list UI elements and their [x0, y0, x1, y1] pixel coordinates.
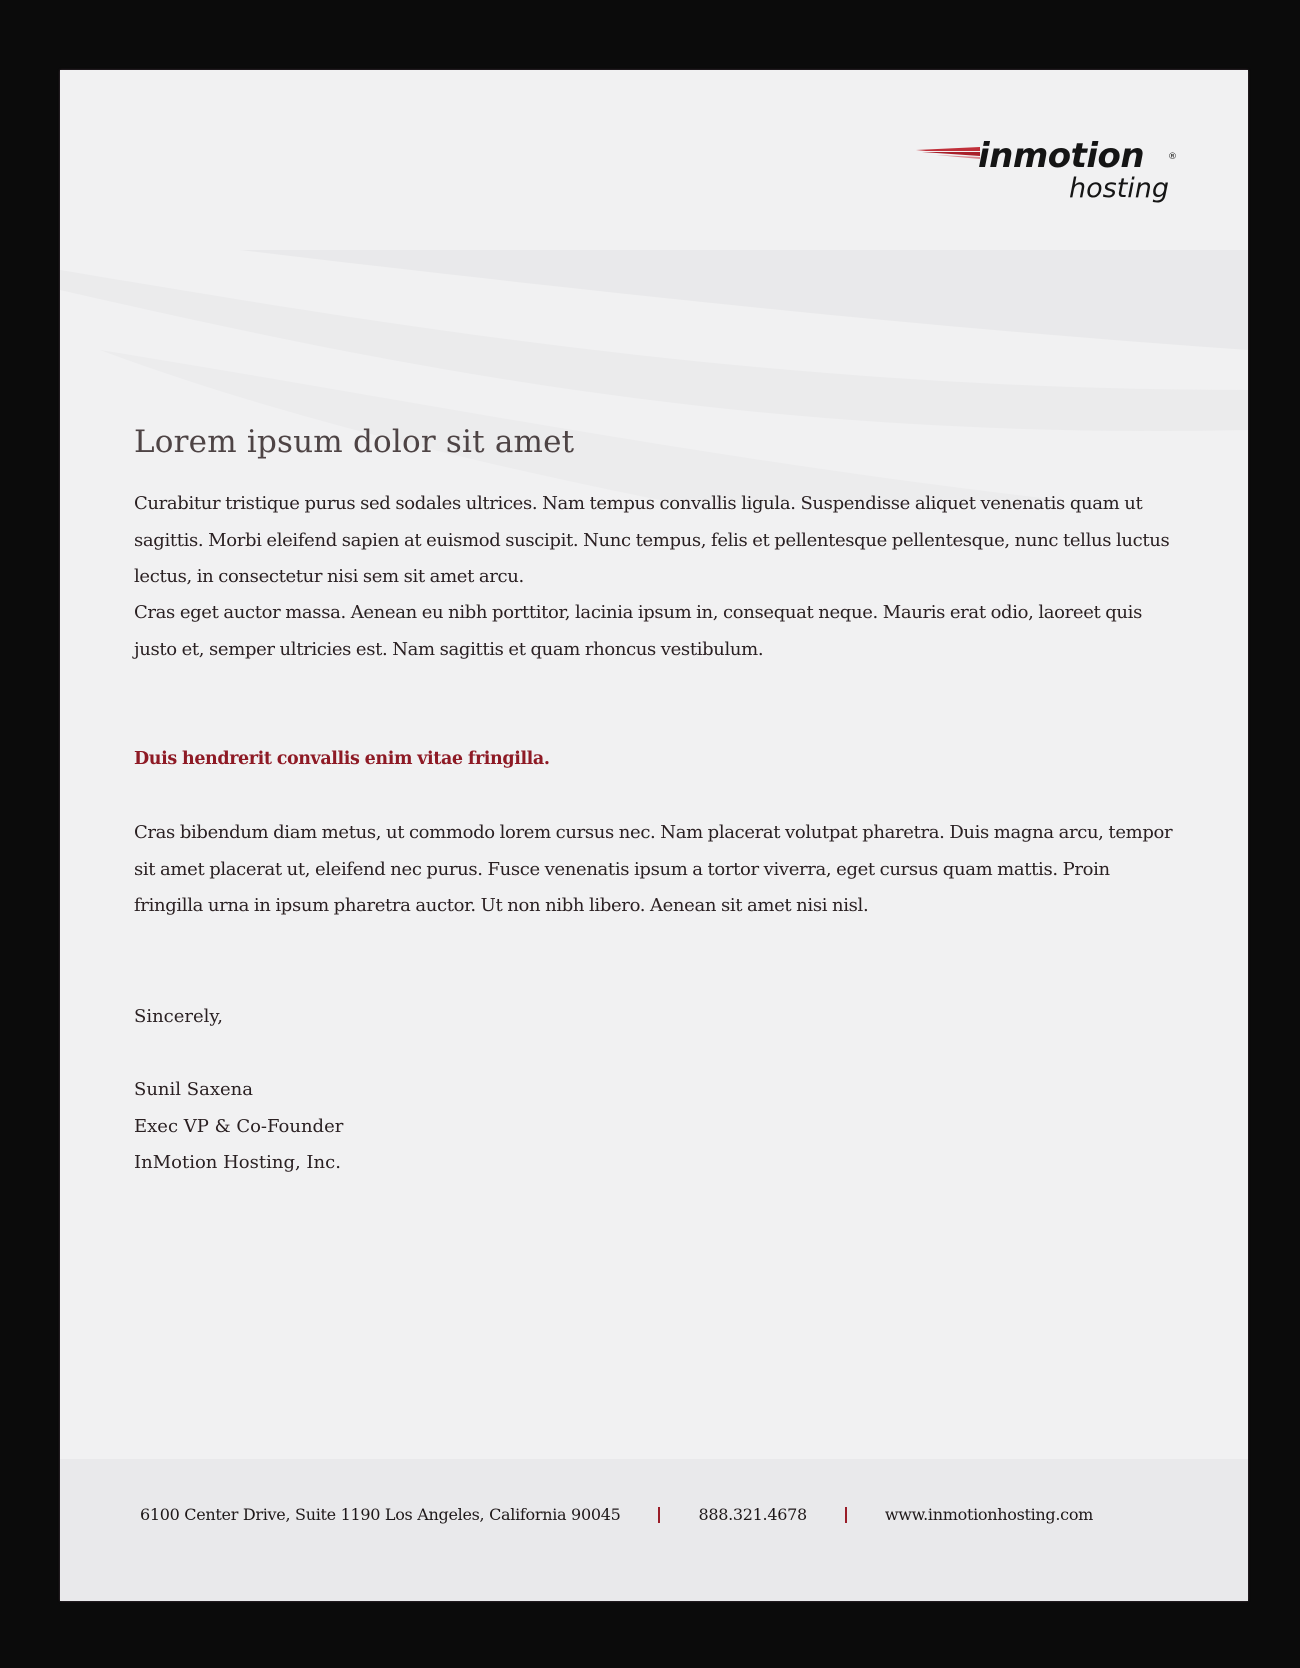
letterhead-page	[60, 70, 1248, 1601]
footer-phone: 888.321.4678	[698, 1505, 807, 1524]
company-logo	[916, 136, 1176, 210]
logo-wordmark: inmotion	[978, 136, 1145, 176]
footer-address: 6100 Center Drive, Suite 1190 Los Angeles, California 90045	[140, 1505, 621, 1524]
signer-name: Sunil Saxena	[134, 1079, 253, 1100]
footer-contact-row	[140, 1505, 1180, 1524]
signature-block	[134, 1072, 343, 1182]
background-swoosh-graphic	[60, 240, 1248, 500]
paragraph-1: Curabitur tristique purus sed sodales ultrices. Nam tempus convallis ligula. Suspendisse aliquet venenatis quam ut sagittis. Morbi eleifend sapien at euismod suscipit. Nunc tempus, felis et pellentesque pellentesque, nunc tellus luctus lectus, in consectetur nisi sem sit amet arcu.	[134, 493, 1170, 588]
footer-website: www.inmotionhosting.com	[884, 1505, 1094, 1524]
footer-separator	[658, 1507, 660, 1523]
paragraph-3: Cras bibendum diam metus, ut commodo lorem cursus nec. Nam placerat volutpat pharetra. Duis magna arcu, tempor sit amet placerat ut, eleifend nec purus. Fusce venenatis ipsum a tortor viverra, eget cursus quam mattis. Proin fringilla urna in ipsum pharetra auctor. Ut non nibh libero. Aenean sit amet nisi nisl.	[134, 822, 1173, 917]
logo-subtext: hosting	[1069, 173, 1170, 204]
footer-band	[60, 1459, 1248, 1601]
highlight-sentence: Duis hendrerit convallis enim vitae fringilla.	[134, 749, 550, 769]
closing-salutation: Sincerely,	[134, 1006, 223, 1027]
paragraph-2: Cras eget auctor massa. Aenean eu nibh porttitor, lacinia ipsum in, consequat neque. Mauris erat odio, laoreet quis justo et, semper ultricies est. Nam sagittis et quam rhoncus vestibulum.	[134, 602, 1142, 660]
signer-company: InMotion Hosting, Inc.	[134, 1152, 341, 1174]
logo-streak-icon	[916, 146, 980, 160]
signer-position: Exec VP & Co-Founder	[134, 1115, 344, 1137]
registered-mark: ®	[1168, 152, 1177, 162]
footer-separator	[845, 1507, 847, 1523]
letter-title: Lorem ipsum dolor sit amet	[134, 423, 575, 460]
